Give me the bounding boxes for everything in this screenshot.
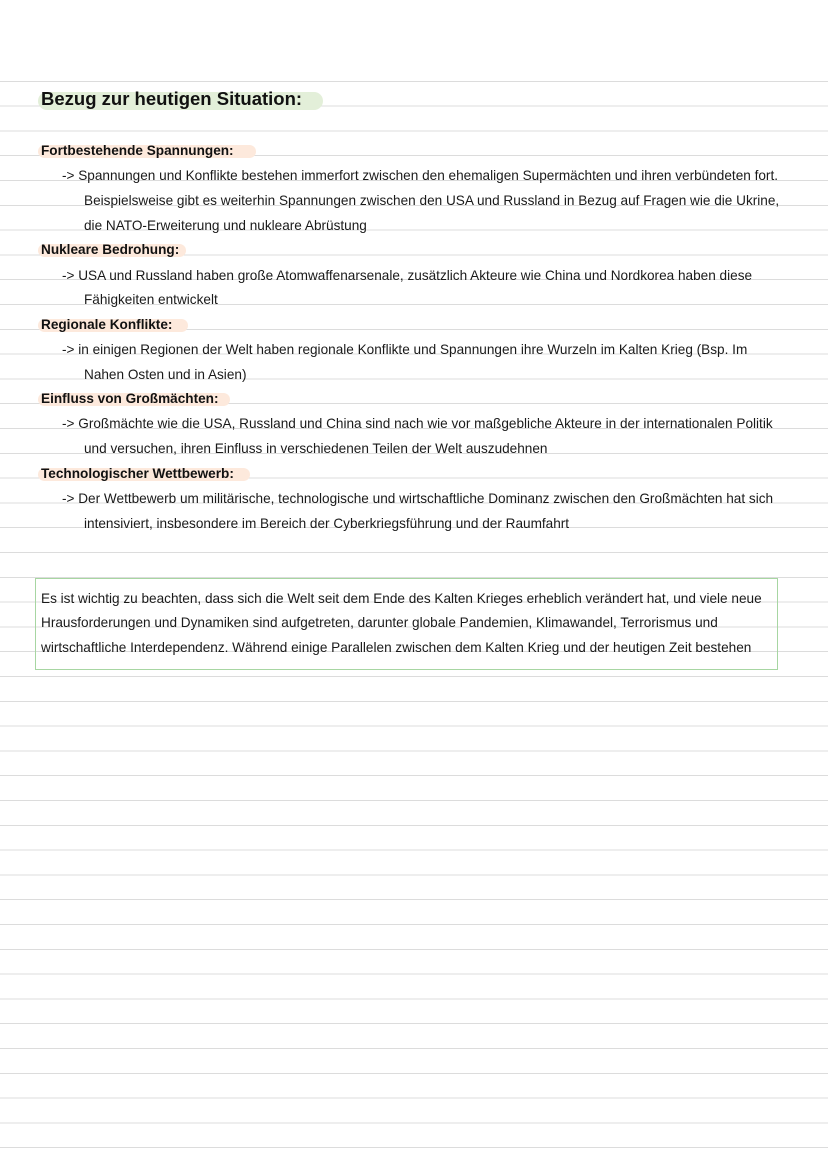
section-line: -> in einigen Regionen der Welt haben regionale Konflikte und Spannungen ihre Wurzeln im Kalten Krieg (Bsp. Im: [62, 342, 748, 357]
section-line: -> USA und Russland haben große Atomwaffenarsenale, zusätzlich Akteure wie China und Nordkorea haben diese: [62, 268, 753, 283]
section-heading-regionale-konflikte: Regionale Konflikte:: [41, 317, 173, 332]
section-line: Beispielsweise gibt es weiterhin Spannungen zwischen den USA und Russland in Bezug auf Fragen wie die Ukrine,: [84, 193, 780, 208]
note-line: wirtschaftliche Interdependenz. Während einige Parallelen zwischen dem Kalten Krieg und der heutigen Zeit bestehen: [41, 640, 752, 655]
section-line: -> Der Wettbewerb um militärische, technologische und wirtschaftliche Dominanz zwischen den Großmächten hat sich: [62, 491, 774, 506]
section-line: -> Großmächte wie die USA, Russland und China sind nach wie vor maßgebliche Akteure in der internationalen Politik: [62, 416, 773, 431]
section-heading-technologischer-wettbewerb: Technologischer Wettbewerb:: [41, 466, 234, 481]
section-heading-einfluss-von-grossmaechten: Einfluss von Großmächten:: [41, 391, 219, 406]
page-title: Bezug zur heutigen Situation:: [41, 88, 303, 109]
section-line: -> Spannungen und Konflikte bestehen immerfort zwischen den ehemaligen Supermächten und ihren verbündeten fort.: [62, 168, 779, 183]
page-top-margin: [0, 0, 828, 80]
section-line: und versuchen, ihren Einfluss in verschiedenen Teilen der Welt auszudehnen: [84, 441, 548, 456]
note-line: Es ist wichtig zu beachten, dass sich die Welt seit dem Ende des Kalten Krieges erheblich verändert hat, und viele neue: [41, 591, 762, 606]
section-heading-nukleare-bedrohung: Nukleare Bedrohung:: [41, 242, 180, 257]
section-line: intensiviert, insbesondere im Bereich der Cyberkriegsführung und der Raumfahrt: [84, 516, 570, 531]
section-heading-fortbestehende-spannungen: Fortbestehende Spannungen:: [41, 143, 234, 158]
section-line: Nahen Osten und in Asien): [84, 367, 247, 382]
note-line: Hrausforderungen und Dynamiken sind aufgetreten, darunter globale Pandemien, Klimawandel, Terrorismus und: [41, 615, 718, 630]
section-line: die NATO-Erweiterung und nukleare Abrüstung: [84, 218, 367, 233]
section-line: Fähigkeiten entwickelt: [84, 292, 218, 307]
